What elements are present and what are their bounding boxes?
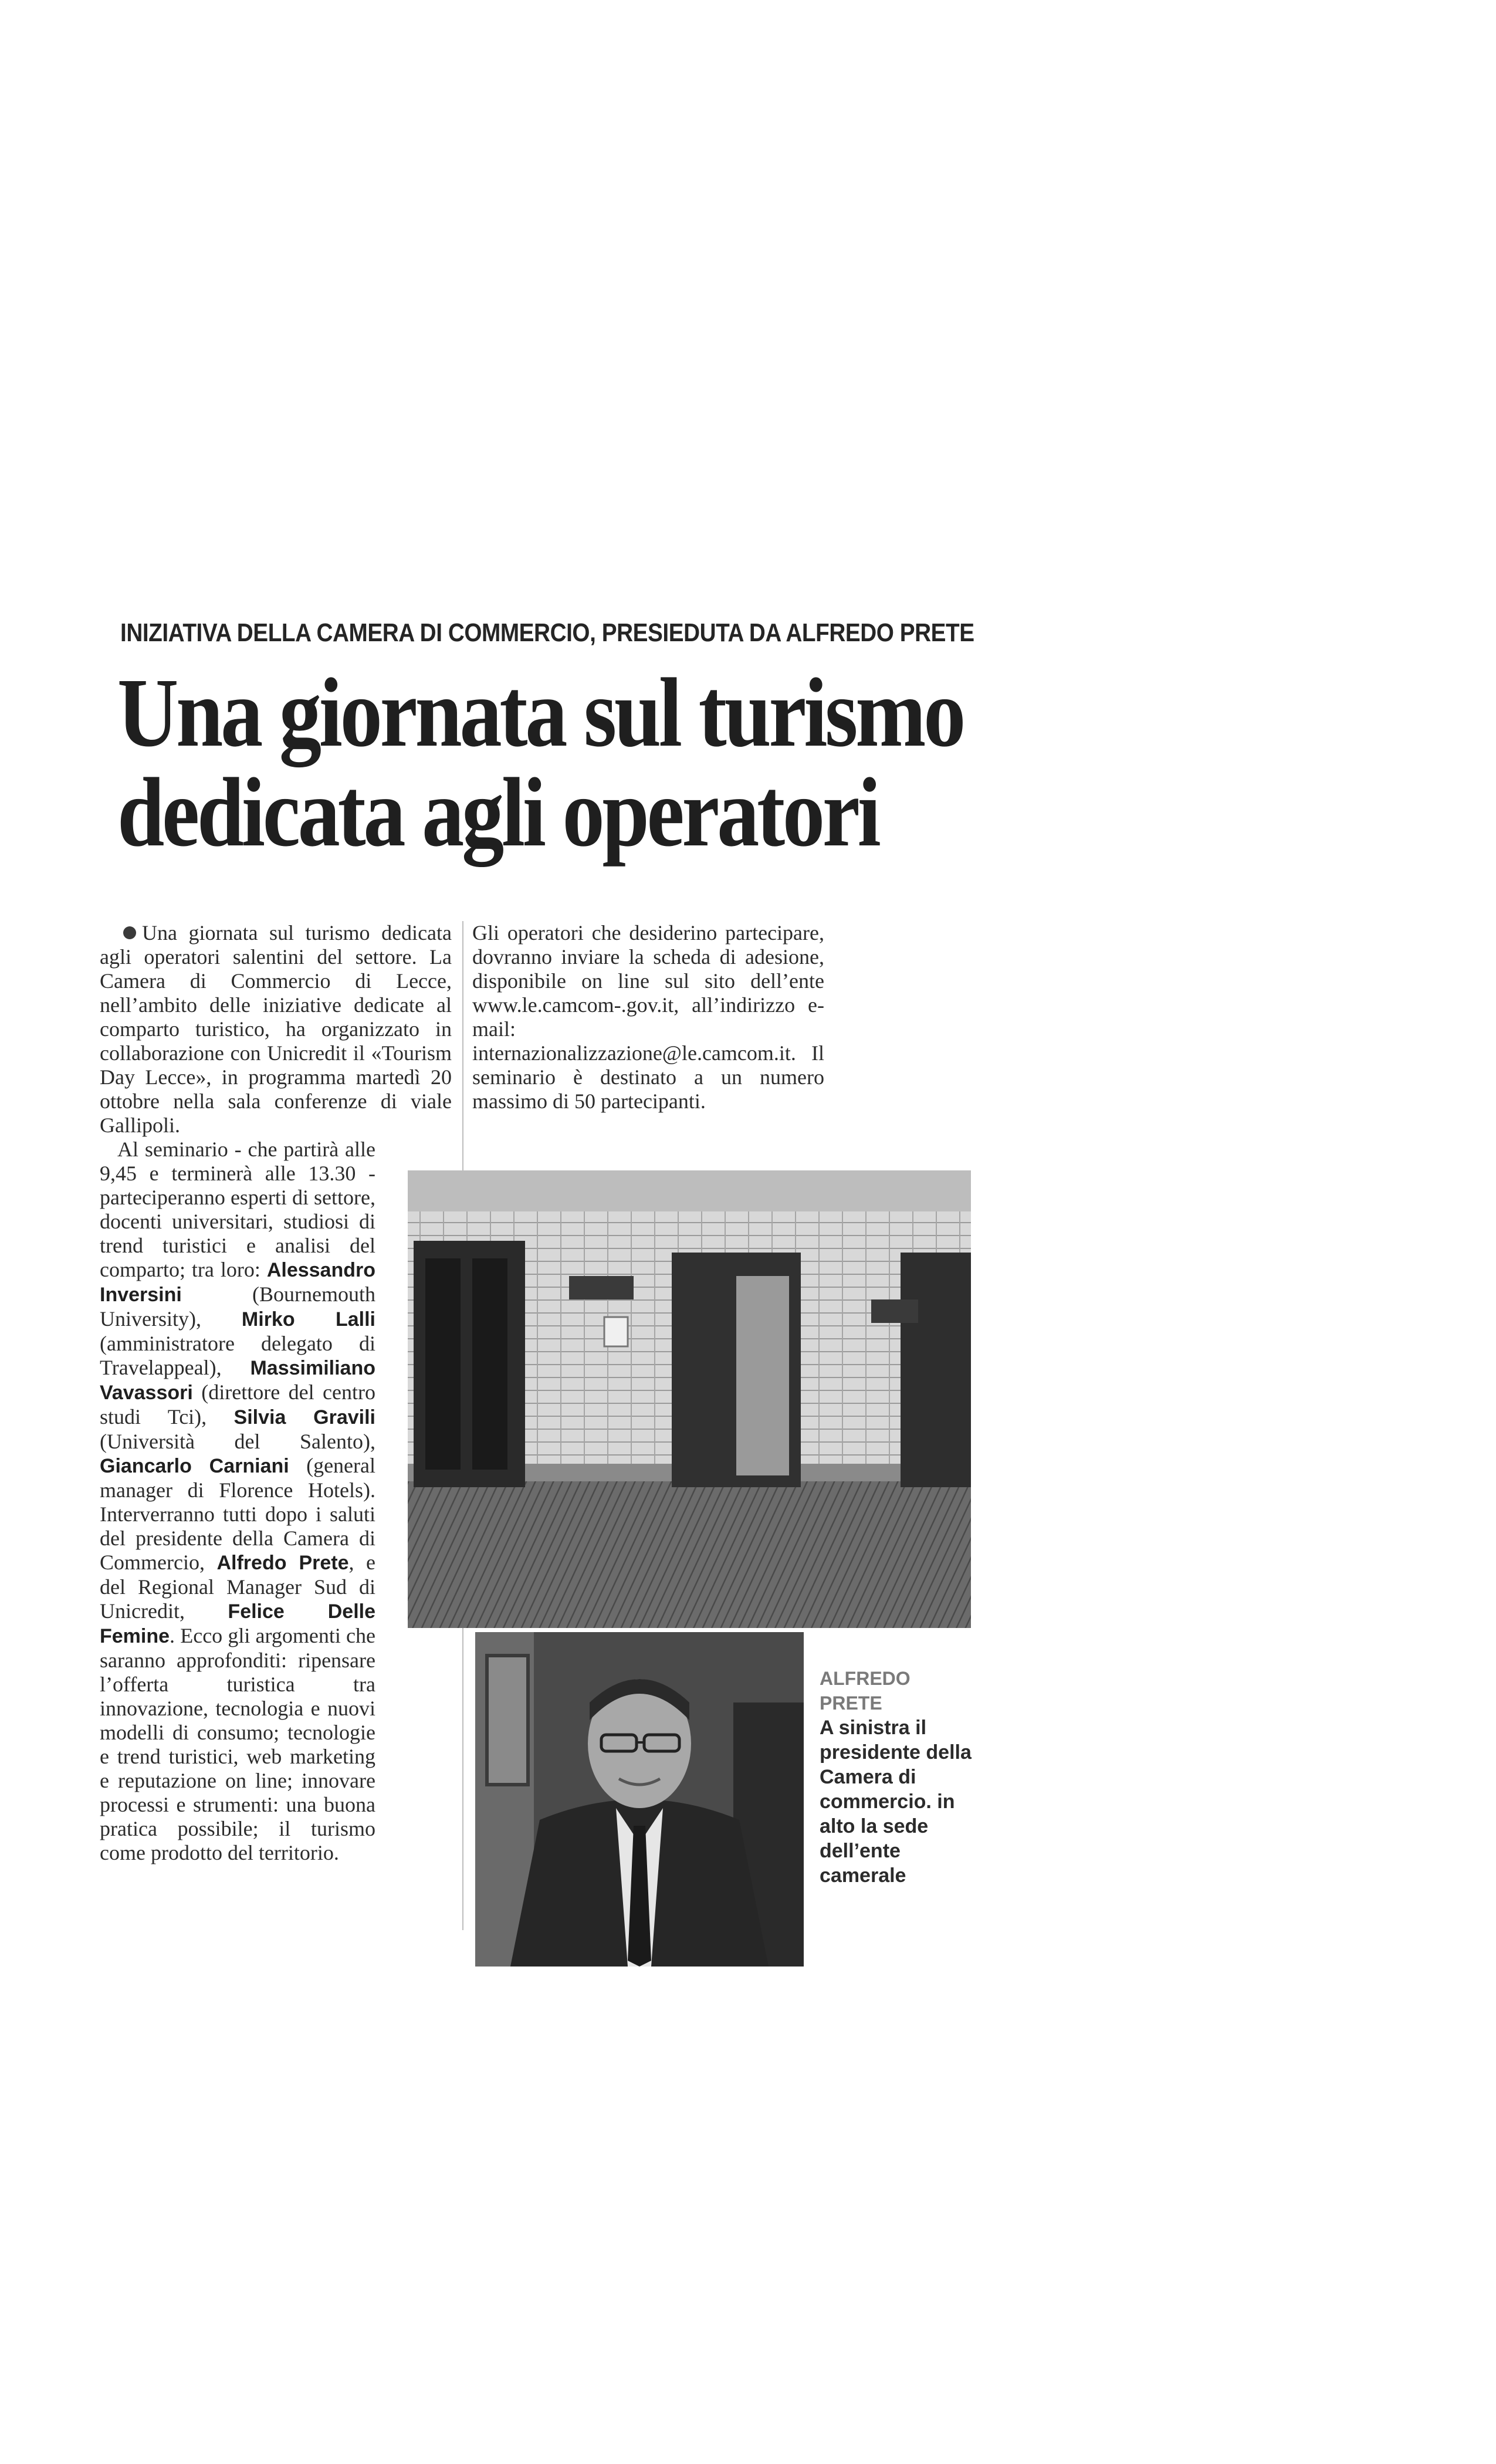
headline-line-1: Una giornata sul turismo — [117, 658, 964, 767]
caption-text: A sinistra il presidente della Camera di commercio. in alto la sede dell’ente camerale — [820, 1717, 972, 1887]
bullet-icon — [123, 926, 136, 939]
caption-name: ALFREDO PRETE — [820, 1668, 911, 1714]
man-portrait-icon — [475, 1632, 804, 1967]
building-photo — [408, 1170, 971, 1628]
headline — [117, 658, 964, 867]
kicker: INIZIATIVA DELLA CAMERA DI COMMERCIO, PRESIEDUTA DA ALFREDO PRETE — [120, 618, 974, 647]
article-column-2 — [472, 921, 824, 1113]
paragraph-2: Al seminario - che partirà alle 9,45 e terminerà alle 13.30 - parteciperanno esperti di settore, docenti universitari, studiosi di trend turistici e analisi del comparto; tra loro: Alessandro Inversini (Bournemouth University), Mirko Lalli (amministratore delegato di Travelappeal), Massimiliano Vavassori (direttore del centro studi Tci), Silvia Gravili (Università del Salento), Giancarlo Carniani (general manager di Florence Hotels). Interverranno tutti dopo i saluti del presidente della Camera di Commercio, Alfredo Prete, e del Regional Manager Sud di Unicredit, Felice Delle Femine. Ecco gli argomenti che saranno approfonditi: ripensare l’offerta turistica tra innovazione, tecnologia e nuovi modelli di consumo; tecnologie e trend turistici, web marketing e reputazione on line; innovare processi e strumenti: una buona pratica possibile; il turismo come prodotto del territorio. — [100, 1138, 376, 1864]
building-photo-icon — [408, 1170, 971, 1628]
headline-line-2: dedicata agli operatori — [117, 758, 879, 867]
newspaper-clipping — [94, 610, 986, 1936]
paragraph-1: Una giornata sul turismo dedicata agli operatori salentini del settore. La Camera di Commercio di Lecce, nell’ambito delle iniziative dedicate al comparto turistico, ha organizzato in collaborazione con Unicredit il «Tourism Day Lecce», in programma martedì 20 ottobre nella sala conferenze di viale Gallipoli. — [100, 921, 452, 1137]
photo-caption — [820, 1666, 972, 1888]
article-column-1 — [100, 921, 452, 1865]
paragraph-3: Gli operatori che desiderino partecipare, dovranno inviare la scheda di adesione, disponibile on line sul sito dell’ente www.le.camcom-.gov.it, all’indirizzo e-mail: internazionalizzazione@le.camcom.it. Il seminario è destinato a un numero massimo di 50 partecipanti. — [472, 921, 824, 1113]
portrait-photo — [475, 1632, 804, 1967]
